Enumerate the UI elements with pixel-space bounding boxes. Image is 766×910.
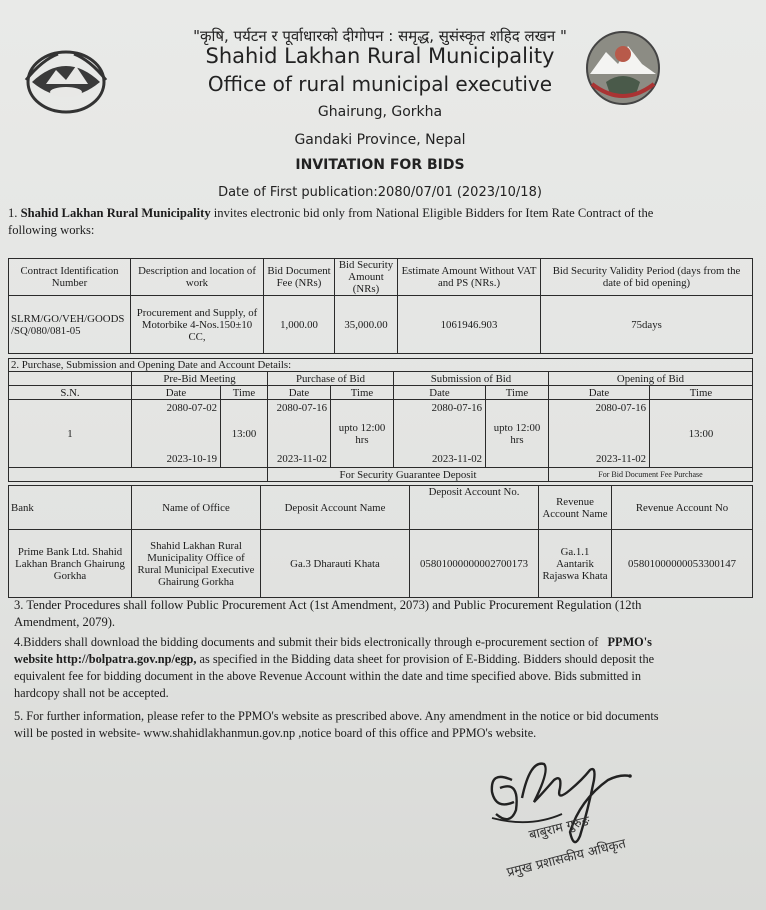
header-submission-date: Date: [394, 386, 486, 400]
cell-validity: 75days: [541, 296, 753, 354]
signatory-designation: प्रमुख प्रशासकीय अधिकृत: [505, 836, 628, 881]
cell-revenue-no: 05801000000053300147: [612, 530, 753, 598]
header-revenue-no: Revenue Account No: [612, 486, 753, 530]
header-bank: Bank: [9, 486, 132, 530]
header-opening-time: Time: [650, 386, 753, 400]
cell-bank: Prime Bank Ltd. Shahid Lakhan Branch Ghairung Gorkha: [9, 530, 132, 598]
location-line-2: Gandaki Province, Nepal: [294, 132, 466, 148]
header-purchase-date: Date: [268, 386, 331, 400]
schedule-subheader-row: [9, 386, 753, 400]
cell-contract-id: SLRM/GO/VEH/GOODS /SQ/080/081-05: [9, 296, 131, 354]
paragraph-5: [14, 708, 756, 742]
cell-opening-date-ad: 2023-11-02: [596, 453, 646, 465]
cell-prebid-date-bs: 2080-07-02: [166, 402, 217, 414]
header-bid-fee: Bid Document Fee (NRs): [264, 259, 335, 296]
group-opening: Opening of Bid: [549, 372, 753, 386]
para4-line4: hardcopy shall not be accepted.: [14, 686, 169, 700]
publication-date: Date of First publication:2080/07/01 (2023/10/18): [218, 185, 542, 200]
cell-opening-date-bs: 2080-07-16: [595, 402, 646, 414]
header-purchase-time: Time: [331, 386, 394, 400]
account-header-row: [9, 486, 753, 530]
cell-purchase-time: upto 12:00 hrs: [331, 400, 394, 468]
bolpatra-link[interactable]: website http://bolpatra.gov.np/egp,: [14, 652, 197, 666]
account-data-row: [9, 530, 753, 598]
works-table: [8, 258, 753, 354]
header-contract-id: Contract Identification Number: [9, 259, 131, 296]
cell-deposit-no: 05801000000002700173: [410, 530, 539, 598]
group-prebid: Pre-Bid Meeting: [132, 372, 268, 386]
para1-prefix: 1.: [8, 206, 21, 220]
municipality-logo-left: [22, 40, 110, 120]
header-estimate: Estimate Amount Without VAT and PS (NRs.): [398, 259, 541, 296]
schedule-caption-row: [9, 359, 753, 372]
deposit-label-row: [9, 468, 753, 482]
cell-opening-time: 13:00: [650, 400, 753, 468]
signatory-name: बाबुराम गुरुङ: [527, 813, 592, 844]
cell-bid-security: 35,000.00: [335, 296, 398, 354]
para3-line1: 3. Tender Procedures shall follow Public Procurement Act (1st Amendment, 2073) and Public Procurement Regulation (12th: [14, 598, 642, 612]
security-deposit-label: For Security Guarantee Deposit: [268, 468, 549, 482]
header-validity: Bid Security Validity Period (days from the date of bid opening): [541, 259, 753, 296]
cell-submission-time: upto 12:00 hrs: [486, 400, 549, 468]
header-revenue-name: Revenue Account Name: [539, 486, 612, 530]
header-prebid-time: Time: [221, 386, 268, 400]
group-purchase: Purchase of Bid: [268, 372, 394, 386]
para1-bold-name: Shahid Lakhan Rural Municipality: [20, 206, 211, 220]
cell-submission-date-bs: 2080-07-16: [431, 402, 482, 414]
cell-prebid-time: 13:00: [221, 400, 268, 468]
cell-prebid-date-ad: 2023-10-19: [166, 453, 217, 465]
cell-bid-fee: 1,000.00: [264, 296, 335, 354]
cell-deposit-name: Ga.3 Dharauti Khata: [261, 530, 410, 598]
location-line-1: Ghairung, Gorkha: [317, 104, 443, 120]
cell-office: Shahid Lakhan Rural Municipality Office of Rural Municipal Executive Ghairung Gorkha: [132, 530, 261, 598]
fee-purchase-label: For Bid Document Fee Purchase: [549, 468, 753, 482]
schedule-table: [8, 358, 753, 482]
para4-line3: equivalent fee for bidding document in the above Revenue Account within the date and time specified above. Bids submitted in: [14, 669, 641, 683]
header-sn: S.N.: [9, 386, 132, 400]
cell-purchase-date-ad: 2023-11-02: [277, 453, 327, 465]
office-name: Office of rural municipal executive: [207, 72, 553, 96]
motto-line: "कृषि, पर्यटन र पूर्वाधारको दीगोपन : समृद्ध, सुसंस्कृत शहिद लखन ": [193, 27, 567, 45]
cell-submission-date-ad: 2023-11-02: [432, 453, 482, 465]
works-data-row: [9, 296, 753, 354]
para4-line2: as specified in the Bidding data sheet for provision of E-Bidding. Bidders should deposit the: [196, 652, 655, 666]
cell-description: Procurement and Supply, of Motorbike 4-Nos.150±10 CC,: [131, 296, 264, 354]
header-deposit-no: Deposit Account No.: [410, 486, 539, 530]
para1-line2: following works:: [8, 223, 95, 237]
schedule-data-row: [9, 400, 753, 468]
schedule-caption: 2. Purchase, Submission and Opening Date and Account Details:: [9, 359, 753, 372]
schedule-group-row: [9, 372, 753, 386]
cell-estimate: 1061946.903: [398, 296, 541, 354]
paragraph-4: [14, 634, 756, 702]
cell-revenue-name: Ga.1.1 Aantarik Rajaswa Khata: [539, 530, 612, 598]
paragraph-3: [14, 597, 754, 631]
para4-line1: 4.Bidders shall download the bidding documents and submit their bids electronically through e-procurement section of: [14, 635, 599, 649]
paragraph-1: [8, 205, 753, 239]
municipality-name: Shahid Lakhan Rural Municipality: [205, 44, 555, 68]
para5-line1: 5. For further information, please refer to the PPMO's website as prescribed above. Any amendment in the notice or bid documents: [14, 709, 659, 723]
account-table: [8, 485, 753, 598]
cell-purchase-date-bs: 2080-07-16: [276, 402, 327, 414]
para1-text: invites electronic bid only from National Eligible Bidders for Item Rate Contract of the: [210, 206, 654, 220]
notice-title: INVITATION FOR BIDS: [295, 157, 465, 173]
header-bid-security: Bid Security Amount (NRs): [335, 259, 398, 296]
works-header-row: [9, 259, 753, 296]
para5-line2: will be posted in website- www.shahidlakhanmun.gov.np ,notice board of this office and PPMO's website.: [14, 726, 537, 740]
cell-sn: 1: [9, 400, 132, 468]
header-description: Description and location of work: [131, 259, 264, 296]
para4-ppmo-bold: PPMO's: [607, 635, 652, 649]
header-office: Name of Office: [132, 486, 261, 530]
header-opening-date: Date: [549, 386, 650, 400]
group-submission: Submission of Bid: [394, 372, 549, 386]
para3-line2: Amendment, 2079).: [14, 615, 116, 629]
header-submission-time: Time: [486, 386, 549, 400]
header-prebid-date: Date: [132, 386, 221, 400]
header-deposit-name: Deposit Account Name: [261, 486, 410, 530]
